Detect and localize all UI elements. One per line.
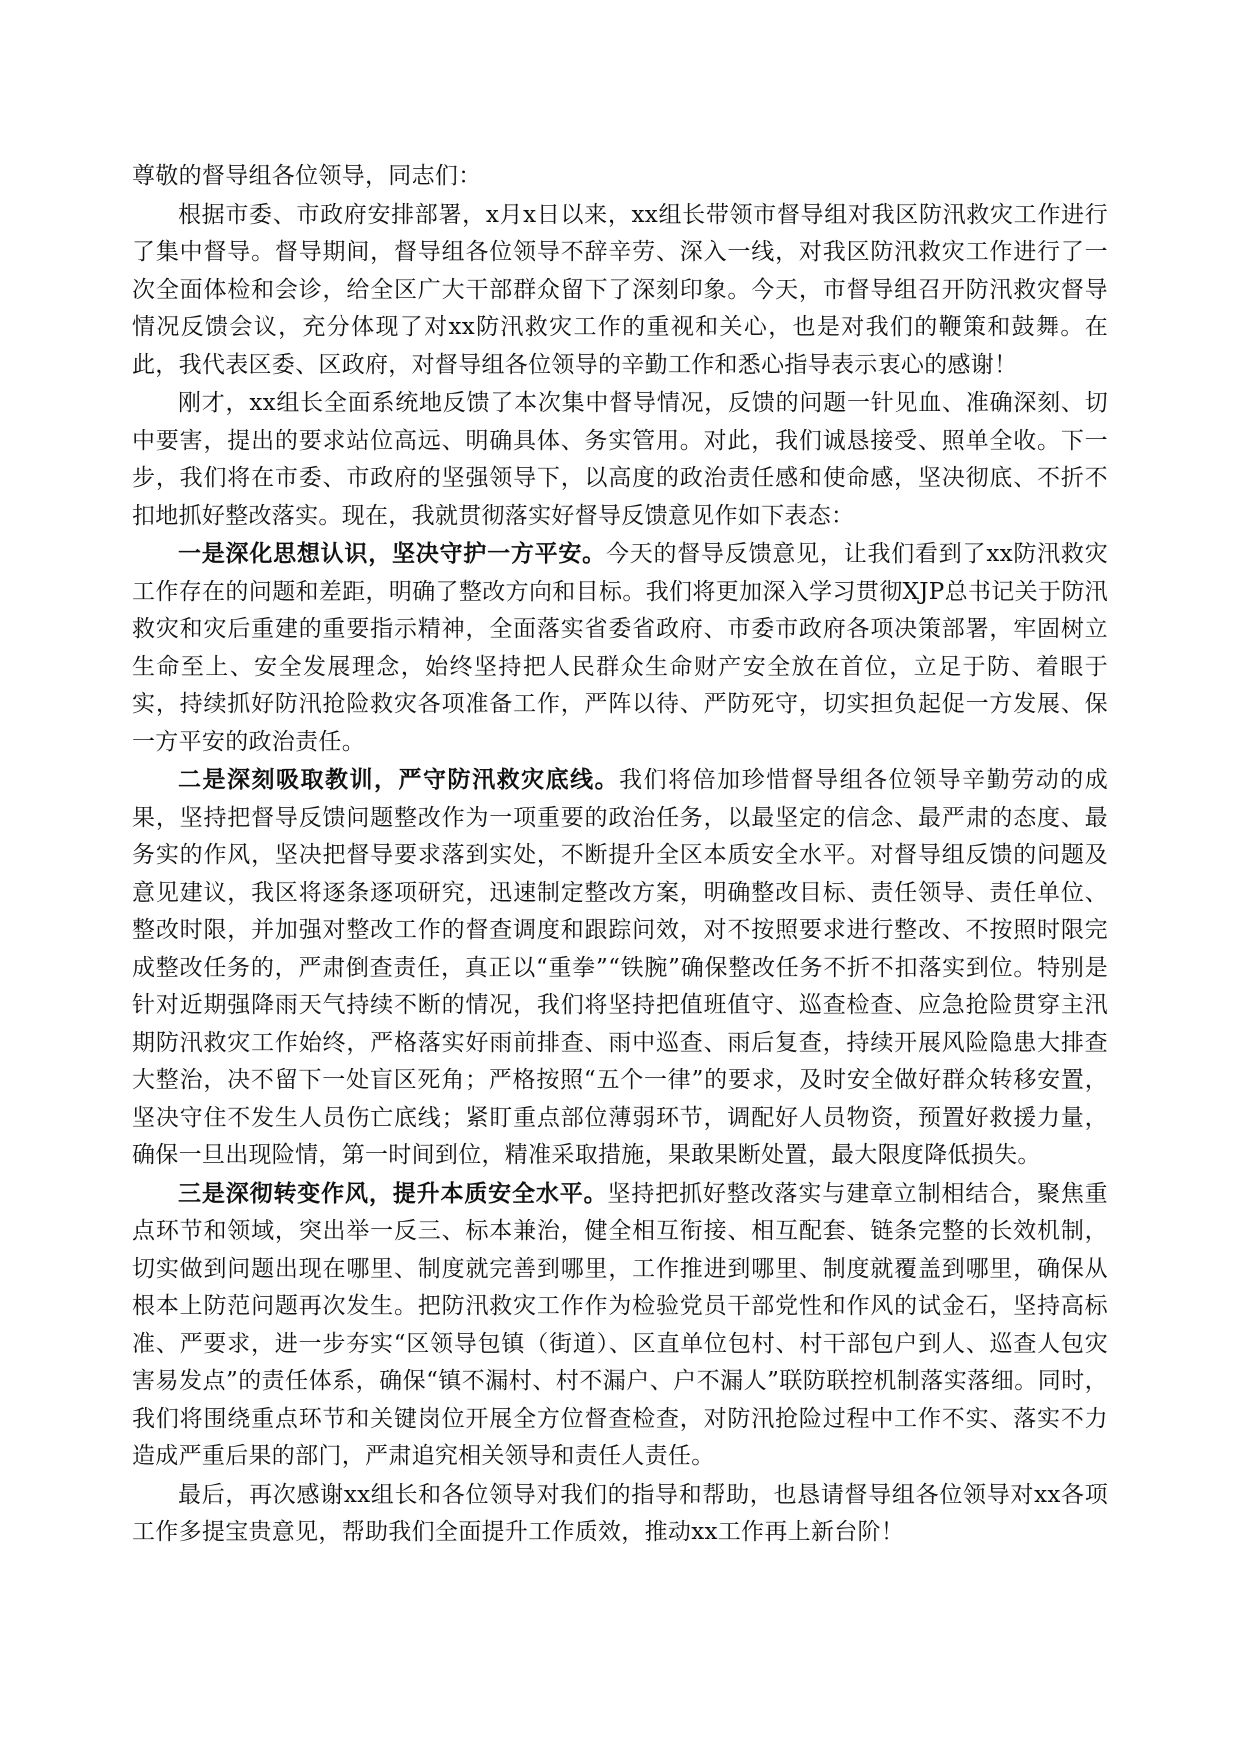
document-body (132, 158, 1108, 1552)
paragraph-point-2 (132, 761, 1108, 1175)
paragraph-text: 我们将倍加珍惜督导组各位领导辛勤劳动的成果，坚持把督导反馈问题整改作为一项重要的政治任务，以最坚定的信念、最严肃的态度、最务实的作风，坚决把督导要求落到实处，不断提升全区本质安全水平。对督导组反馈的问题及意见建议，我区将逐条逐项研究，迅速制定整改方案，明确整改目标、责任领导、责任单位、整改时限，并加强对整改工作的督查调度和跟踪问效，对不按照要求进行整改、不按照时限完成整改任务的，严肃倒查责任，真正以“重拳”“铁腕”确保整改任务不折不扣落实到位。特别是针对近期强降雨天气持续不断的情况，我们将坚持把值班值守、巡查检查、应急抢险贯穿主汛期防汛救灾工作始终，严格落实好雨前排查、雨中巡查、雨后复查，持续开展风险隐患大排查大整治，决不留下一处盲区死角；严格按照“五个一律”的要求，及时安全做好群众转移安置，坚决守住不发生人员伤亡底线；紧盯重点部位薄弱环节，调配好人员物资，预置好救援力量，确保一旦出现险情，第一时间到位，精准采取措施，果敢果断处置，最大限度降低损失。 (132, 767, 1109, 1168)
paragraph-text: 坚持把抓好整改落实与建章立制相结合，聚焦重点环节和领域，突出举一反三、标本兼治，健全相互衔接、相互配套、链条完整的长效机制，切实做到问题出现在哪里、制度就完善到哪里，工作推进到哪里、制度就覆盖到哪里，确保从根本上防范问题再次发生。把防汛救灾工作作为检验党员干部党性和作风的试金石，坚持高标准、严要求，进一步夯实“区领导包镇（街道）、区直单位包村、村干部包户到人、巡查人包灾害易发点”的责任体系，确保“镇不漏村、村不漏户、户不漏人”联防联控机制落实落细。同时，我们将围绕重点环节和关键岗位开展全方位督查检查，对防汛抢险过程中工作不实、落实不力造成严重后果的部门，严肃追究相关领导和责任人责任。 (132, 1180, 1108, 1469)
paragraph-closing (132, 1476, 1108, 1552)
salutation: 尊敬的督导组各位领导，同志们： (132, 163, 482, 189)
paragraph-point-3 (132, 1175, 1108, 1476)
paragraph-text: 根据市委、市政府安排部署，x月x日以来，xx组长带领市督导组对我区防汛救灾工作进行了集中督导。督导期间，督导组各位领导不辞辛劳、深入一线，对我区防汛救灾工作进行了一次全面体检和会诊，给全区广大干部群众留下了深刻印象。今天，市督导组召开防汛救灾督导情况反馈会议，充分体现了对xx防汛救灾工作的重视和关心，也是对我们的鞭策和鼓舞。在此，我代表区委、区政府，对督导组各位领导的辛勤工作和悉心指导表示衷心的感谢！ (132, 201, 1108, 378)
paragraph-text: 今天的督导反馈意见，让我们看到了xx防汛救灾工作存在的问题和差距，明确了整改方向和目标。我们将更加深入学习贯彻XJP总书记关于防汛救灾和灾后重建的重要指示精神，全面落实省委省政府、市委市政府各项决策部署，牢固树立生命至上、安全发展理念，始终坚持把人民群众生命财产安全放在首位，立足于防、着眼于实，持续抓好防汛抢险救灾各项准备工作，严阵以待、严防死守，切实担负起促一方发展、保一方平安的政治责任。 (132, 541, 1108, 755)
paragraph-lead: 二是深刻吸取教训，严守防汛救灾底线。 (178, 766, 620, 793)
paragraph-text: 刚才，xx组长全面系统地反馈了本次集中督导情况，反馈的问题一针见血、准确深刻、切中要害，提出的要求站位高远、明确具体、务实管用。对此，我们诚恳接受、照单全收。下一步，我们将在市委、市政府的坚强领导下，以高度的政治责任感和使命感，坚决彻底、不折不扣地抓好整改落实。现在，我就贯彻落实好督导反馈意见作如下表态： (132, 390, 1108, 529)
paragraph-lead: 一是深化思想认识，坚决守护一方平安。 (178, 540, 606, 567)
paragraph-text: 最后，再次感谢xx组长和各位领导对我们的指导和帮助，也恳请督导组各位领导对xx各项工作多提宝贵意见，帮助我们全面提升工作质效，推动xx工作再上新台阶！ (132, 1481, 1108, 1545)
paragraph-response (132, 384, 1108, 535)
paragraph-point-1 (132, 535, 1108, 761)
paragraph-intro (132, 196, 1108, 385)
paragraph-lead: 三是深彻转变作风，提升本质安全水平。 (178, 1179, 608, 1207)
